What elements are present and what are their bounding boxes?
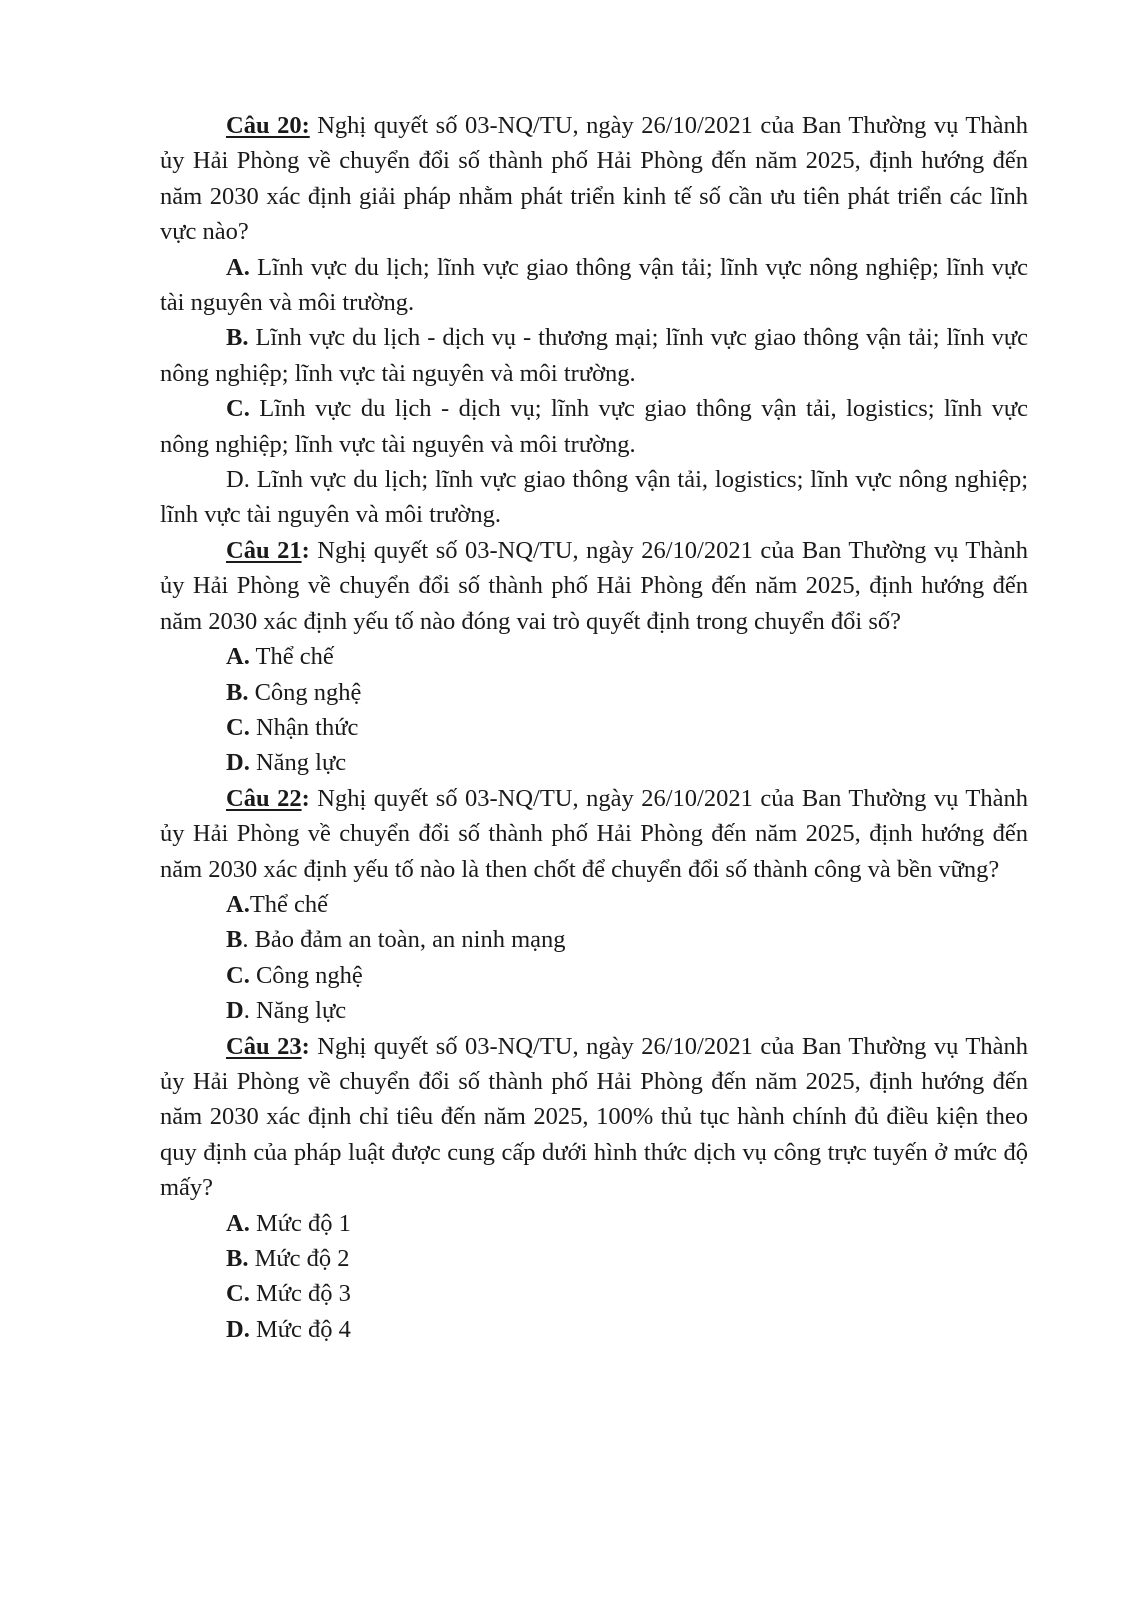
option-letter: B (226, 926, 243, 954)
question-text: Nghị quyết số 03-NQ/TU, ngày 26/10/2021 của Ban Thường vụ Thành ủy Hải Phòng về chuyển đổi số thành phố Hải Phòng đến năm 2025, định hướng đến năm 2030 xác định chỉ tiêu đến năm 2025, 100% thủ tục hành chính đủ điều kiện theo quy định của pháp luật được cung cấp dưới hình thức dịch vụ công trực tuyến ở mức độ mấy? (160, 1032, 1028, 1202)
option-text: Thể chế (249, 643, 334, 671)
question-label-colon: : (301, 536, 310, 564)
question-stem (160, 781, 1028, 887)
option-letter: A. (226, 890, 250, 918)
option-a (160, 639, 1028, 674)
question-label-colon: : (301, 1032, 310, 1060)
option-c (160, 1276, 1028, 1311)
question-number: Câu 21 (226, 536, 302, 564)
option-c (160, 391, 1028, 462)
question-stem (160, 1029, 1028, 1206)
option-text: Lĩnh vực du lịch - dịch vụ - thương mại; lĩnh vực giao thông vận tải; lĩnh vực nông nghiệp; lĩnh vực tài nguyên và môi trường. (160, 324, 1028, 387)
option-letter: B. (226, 1245, 249, 1272)
option-b (160, 320, 1028, 391)
option-letter: B. (226, 324, 249, 352)
question-label (226, 112, 310, 139)
option-c (160, 710, 1028, 745)
question-label (226, 537, 310, 564)
option-letter: A. (226, 253, 250, 281)
option-text: Mức độ 2 (248, 1245, 350, 1272)
option-letter: C. (226, 961, 250, 989)
option-letter: D. (226, 749, 250, 777)
question-number: Câu 20: (226, 112, 310, 139)
option-text: Năng lực (249, 749, 347, 777)
option-text: D. Lĩnh vực du lịch; lĩnh vực giao thông vận tải, logistics; lĩnh vực nông nghiệp; lĩnh vực tài nguyên và môi trường. (160, 466, 1028, 529)
option-letter: B. (226, 678, 249, 706)
option-b (160, 675, 1028, 710)
option-d (160, 462, 1028, 533)
option-letter: A. (226, 1209, 250, 1237)
option-d (160, 993, 1028, 1028)
option-c (160, 958, 1028, 993)
option-letter: A. (226, 643, 250, 671)
question-text: Nghị quyết số 03-NQ/TU, ngày 26/10/2021 của Ban Thường vụ Thành ủy Hải Phòng về chuyển đổi số thành phố Hải Phòng đến năm 2025, định hướng đến năm 2030 xác định yếu tố nào đóng vai trò quyết định trong chuyển đổi số? (160, 536, 1028, 635)
option-text: Thể chế (249, 890, 329, 918)
option-d (160, 1312, 1028, 1347)
option-a (160, 887, 1028, 922)
question-stem (160, 108, 1028, 250)
option-text: . Năng lực (243, 997, 347, 1025)
option-text: Mức độ 4 (249, 1315, 351, 1343)
option-text: . Bảo đảm an toàn, an ninh mạng (242, 926, 566, 954)
option-text: Lĩnh vực du lịch - dịch vụ; lĩnh vực giao thông vận tải, logistics; lĩnh vực nông nghiệp; lĩnh vực tài nguyên và môi trường. (160, 395, 1028, 458)
question-text: Nghị quyết số 03-NQ/TU, ngày 26/10/2021 của Ban Thường vụ Thành ủy Hải Phòng về chuyển đổi số thành phố Hải Phòng đến năm 2025, định hướng đến năm 2030 xác định giải pháp nhằm phát triển kinh tế số cần ưu tiên phát triển các lĩnh vực nào? (160, 112, 1028, 246)
question-label-colon: : (301, 784, 310, 812)
option-text: Mức độ 3 (249, 1280, 351, 1308)
option-text: Công nghệ (248, 678, 362, 706)
question-stem (160, 533, 1028, 639)
question-22 (160, 781, 1028, 1029)
option-b (160, 922, 1028, 957)
question-20 (160, 108, 1028, 533)
option-letter: D. (226, 1315, 250, 1343)
option-text: Công nghệ (249, 961, 363, 989)
question-text: Nghị quyết số 03-NQ/TU, ngày 26/10/2021 của Ban Thường vụ Thành ủy Hải Phòng về chuyển đổi số thành phố Hải Phòng đến năm 2025, định hướng đến năm 2030 xác định yếu tố nào là then chốt để chuyển đổi số thành công và bền vững? (160, 784, 1028, 883)
option-b (160, 1241, 1028, 1276)
option-letter: C. (226, 395, 250, 423)
option-d (160, 745, 1028, 780)
question-21 (160, 533, 1028, 781)
question-number: Câu 23 (226, 1032, 302, 1060)
question-23 (160, 1029, 1028, 1348)
question-label (226, 1033, 310, 1060)
option-text: Lĩnh vực du lịch; lĩnh vực giao thông vận tải; lĩnh vực nông nghiệp; lĩnh vực tài nguyên và môi trường. (160, 253, 1028, 317)
option-text: Nhận thức (249, 713, 359, 741)
option-letter: D (226, 997, 244, 1025)
document-page (160, 108, 1028, 1347)
question-label (226, 785, 310, 812)
option-text: Mức độ 1 (249, 1209, 351, 1237)
option-letter: C. (226, 713, 250, 741)
option-a (160, 250, 1028, 321)
option-letter: C. (226, 1280, 250, 1308)
option-a (160, 1206, 1028, 1241)
question-number: Câu 22 (226, 784, 302, 812)
